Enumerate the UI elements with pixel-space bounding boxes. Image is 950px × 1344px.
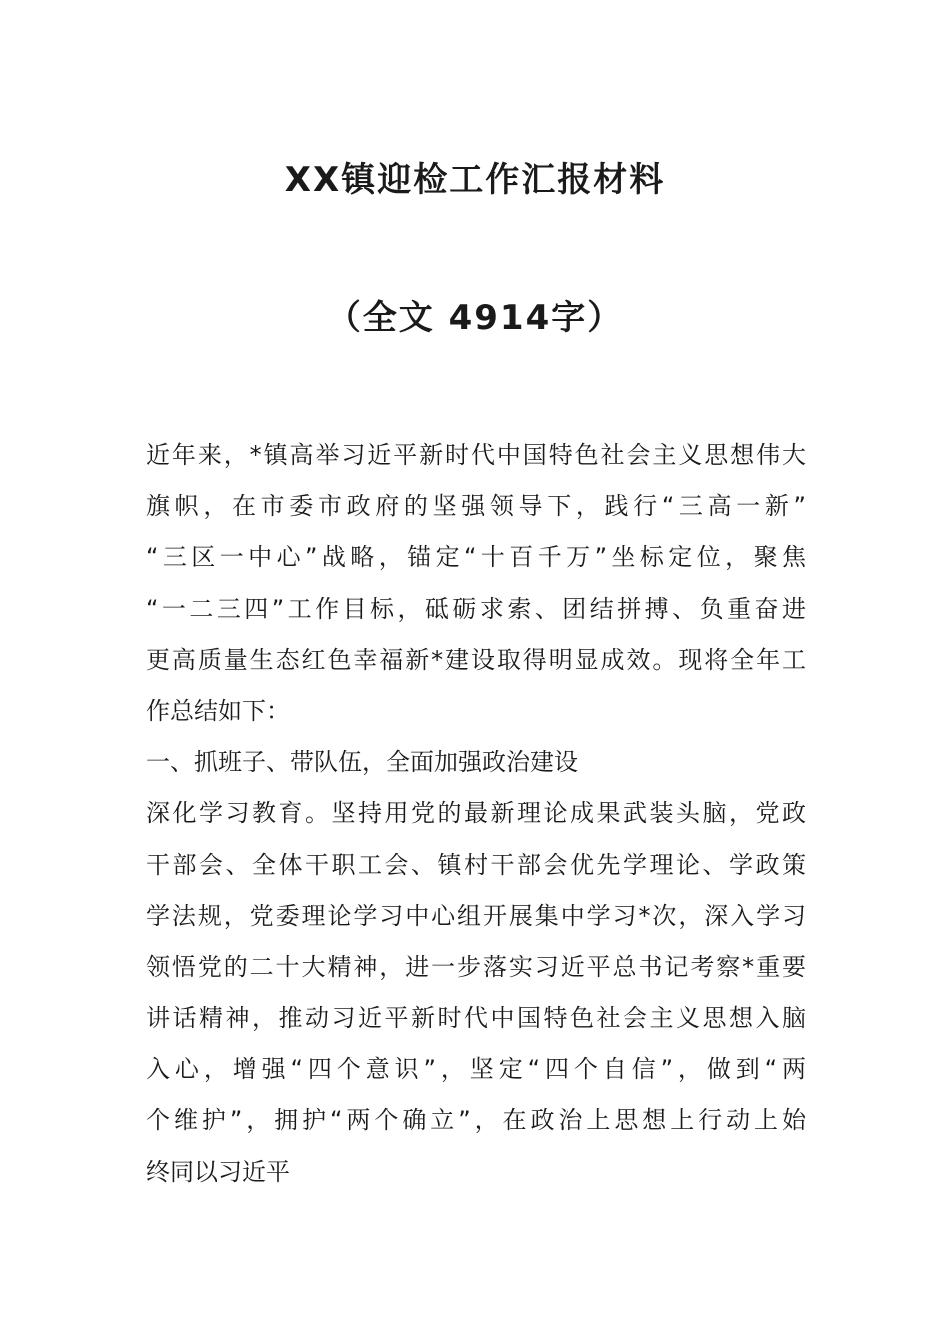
body-line: 旗帜，在市委市政府的坚强领导下，践行“三高一新” xyxy=(146,492,806,521)
body-line: 深化学习教育。坚持用党的最新理论成果武装头脑，党政 xyxy=(146,799,806,828)
body-line: 讲话精神，推动习近平新时代中国特色社会主义思想入脑 xyxy=(146,1004,806,1033)
body-line: 终同以习近平 xyxy=(146,1157,290,1186)
body-line: 作总结如下： xyxy=(146,696,290,725)
document-subtitle: （全文 4914字） xyxy=(326,298,624,338)
body-line: 学法规，党委理论学习中心组开展集中学习*次，深入学习 xyxy=(146,901,806,930)
document-title: XX镇迎检工作汇报材料 xyxy=(284,160,666,200)
document-body xyxy=(146,430,806,1198)
body-line: 干部会、全体干职工会、镇村干部会优先学理论、学政策 xyxy=(146,850,806,879)
body-line: 近年来，*镇高举习近平新时代中国特色社会主义思想伟大 xyxy=(146,441,806,469)
section-heading: 一、抓班子、带队伍，全面加强政治建设 xyxy=(146,748,578,777)
body-line: 个维护”，拥护“两个确立”，在政治上思想上行动上始 xyxy=(146,1106,806,1135)
body-line: 更高质量生态红色幸福新*建设取得明显成效。现将全年工 xyxy=(146,645,806,674)
body-line: “一二三四”工作目标，砥砺求索、团结拼搏、负重奋进 xyxy=(146,594,806,623)
body-line: 领悟党的二十大精神，进一步落实习近平总书记考察*重要 xyxy=(146,952,806,981)
body-line: “三区一中心”战略，锚定“十百千万”坐标定位，聚焦 xyxy=(146,543,806,572)
body-line: 入心，增强“四个意识”，坚定“四个自信”，做到“两 xyxy=(146,1055,806,1084)
